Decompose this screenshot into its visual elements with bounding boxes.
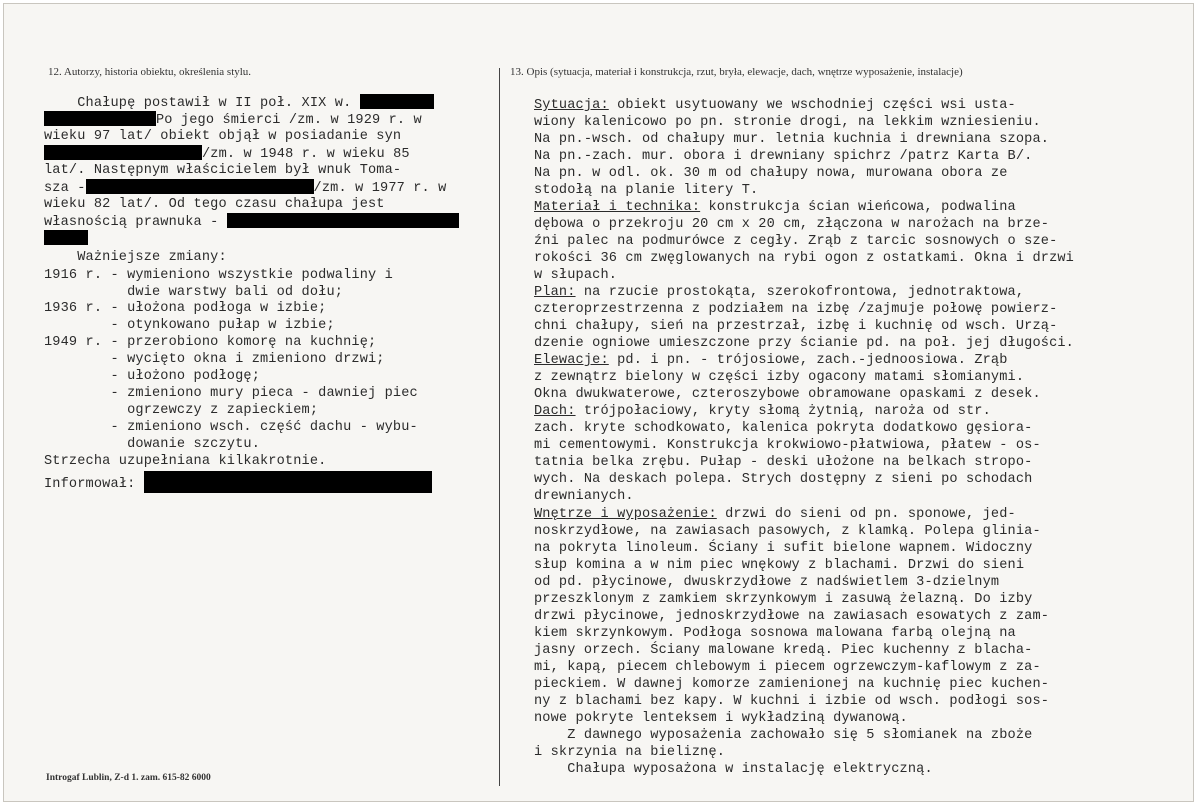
description-line: jasny orzech. Ściany malowane kredą. Piec kuchenny z blacha- xyxy=(534,643,1033,658)
redaction-bar xyxy=(360,94,434,109)
description-line xyxy=(534,199,1016,216)
description-line: Chałupa wyposażona w instalację elektryczną. xyxy=(534,762,933,777)
change-line: Strzecha uzupełniana kilkakrotnie. xyxy=(44,454,327,469)
description-line xyxy=(534,506,1016,523)
description-line: wiony kalenicowo po pn. stronie drogi, na lekkim wzniesieniu. xyxy=(534,115,1041,130)
change-line: ogrzewczy z zapieckiem; xyxy=(44,403,319,418)
column-divider xyxy=(499,68,500,786)
history-line xyxy=(44,94,434,112)
changes-title: Ważniejsze zmiany: xyxy=(44,250,227,265)
description-text: trójpołaciowy, kryty słomą żytnią, naroża od str. xyxy=(575,404,991,419)
section-heading-wnetrze: Wnętrze i wyposażenie: xyxy=(534,507,717,522)
history-line xyxy=(44,213,459,231)
description-line xyxy=(534,403,991,420)
history-line: wieku 97 lat/ obiekt objął w posiadanie syn xyxy=(44,129,402,144)
description-line: czteroprzestrzenna z podziałem na izbę /zajmuje połowę powierz- xyxy=(534,302,1058,317)
description-line: wych. Na deskach polepa. Strych dostępny z sieni po schodach xyxy=(534,472,1033,487)
description-line xyxy=(534,97,1016,114)
description-line: z zewnątrz bielony w części izby ogacony matami słomianymi. xyxy=(534,370,1025,385)
left-section-header: 12. Autorzy, historia obiektu, określenia stylu. xyxy=(48,66,252,78)
description-line: kiem skrzynkowym. Podłoga sosnowa malowana farbą olejną na xyxy=(534,626,1016,641)
change-line: dowanie szczytu. xyxy=(44,437,260,452)
description-line: tatnia belka zrębu. Pułap - deski ułożone na belkach stropo- xyxy=(534,455,1033,470)
description-line: Z dawnego wyposażenia zachowało się 5 słomianek na zboże xyxy=(534,728,1033,743)
change-line: - wycięto okna i zmieniono drzwi; xyxy=(44,352,385,367)
description-line: na pokryta linoleum. Ściany i sufit bielone wapnem. Widoczny xyxy=(534,541,1033,556)
informant-line xyxy=(44,471,432,493)
change-line: 1936 r. - ułożona podłoga w izbie; xyxy=(44,301,327,316)
change-line: - zmieniono mury pieca - dawniej piec xyxy=(44,386,418,401)
printer-footer: Introgaf Lublin, Z-d 1. zam. 615-82 6000 xyxy=(46,773,211,783)
description-line: drewnianych. xyxy=(534,489,634,504)
history-line xyxy=(44,111,422,129)
description-line: noskrzydłowe, na zawiasach pasowych, z klamką. Polepa glinia- xyxy=(534,524,1041,539)
description-line: mi, kapą, piecem chlebowym i piecem ogrzewczym-kaflowym z za- xyxy=(534,660,1041,675)
section-heading-plan: Plan: xyxy=(534,285,576,300)
change-line: - otynkowano pułap w izbie; xyxy=(44,318,335,333)
description-line: Na pn. w odl. ok. 30 m od chałupy nowa, murowana obora ze xyxy=(534,166,1008,181)
description-line: rokości 36 cm zwęglowanych na rybi ogon z ostatkami. Okna i drzwi xyxy=(534,251,1074,266)
section-heading-material: Materiał i technika: xyxy=(534,200,701,215)
change-line: - ułożono podłogę; xyxy=(44,369,260,384)
change-line: 1916 r. - wymieniono wszystkie podwaliny i xyxy=(44,268,393,283)
history-line xyxy=(44,179,446,197)
description-text: obiekt usytuowany we wschodniej części wsi usta- xyxy=(608,98,1016,113)
change-line: - zmieniono wsch. część dachu - wybu- xyxy=(44,420,418,435)
description-line: mi cementowymi. Konstrukcja krokwiowo-płatwiowa, płatew - os- xyxy=(534,438,1041,453)
redaction-bar xyxy=(44,145,202,160)
informant-label: Informował: xyxy=(44,477,136,492)
description-line: stodołą na planie litery T. xyxy=(534,183,759,198)
description-line: chni chałupy, sień na przestrzał, izbę i kuchnię od wsch. Urzą- xyxy=(534,319,1058,334)
redaction-bar xyxy=(44,230,88,245)
description-line: Na pn.-zach. mur. obora i drewniany spichrz /patrz Karta B/. xyxy=(534,149,1033,164)
description-line: od pd. płycinowe, dwuskrzydłowe z nadświetlem 3-dzielnym xyxy=(534,575,1000,590)
history-text: Po jego śmierci /zm. w 1929 r. w xyxy=(156,113,422,128)
description-text: na rzucie prostokąta, szerokofrontowa, jednotraktowa, xyxy=(575,285,1025,300)
description-line: nowe pokryte lenteksem i wykładziną dywanową. xyxy=(534,711,908,726)
history-text: /zm. w 1948 r. w wieku 85 xyxy=(202,147,410,162)
history-line: wieku 82 lat/. Od tego czasu chałupa jest xyxy=(44,197,385,212)
description-line: dębowa o przekroju 20 cm x 20 cm, złączona w narożach na brze- xyxy=(534,217,1050,232)
description-line: w słupach. xyxy=(534,268,618,283)
history-line xyxy=(44,230,88,248)
description-line: i skrzynia na bieliznę. xyxy=(534,745,726,760)
redaction-bar xyxy=(44,111,156,126)
description-line: źni palec na podmurówce z cegły. Zrąb z tarcic sosnowych o sze- xyxy=(534,234,1058,249)
description-line: przeszklonym z zamkiem skrzynkowym i zasuwą żelazną. Do izby xyxy=(534,592,1033,607)
description-line: pieckiem. W dawnej komorze zamienionej na kuchnię piec kuchen- xyxy=(534,677,1050,692)
history-text: /zm. w 1977 r. w xyxy=(313,181,447,196)
description-line: drzwi płycinowe, jednoskrzydłowe na zawiasach esowatych z zam- xyxy=(534,609,1050,624)
redaction-bar xyxy=(86,179,314,194)
section-heading-sytuacja: Sytuacja: xyxy=(534,98,609,113)
description-text: konstrukcja ścian wieńcowa, podwalina xyxy=(700,200,1016,215)
history-line xyxy=(44,145,410,163)
section-heading-elewacje: Elewacje: xyxy=(534,353,609,368)
description-line: Na pn.-wsch. od chałupy mur. letnia kuchnia i drewniana szopa. xyxy=(534,132,1050,147)
history-text: własnością prawnuka - xyxy=(44,215,219,230)
history-text: Chałupę postawił w II poł. XIX w. xyxy=(44,96,352,111)
description-line xyxy=(534,284,1024,301)
history-line: lat/. Następnym właścicielem był wnuk Toma- xyxy=(44,163,402,178)
redaction-bar xyxy=(144,471,432,493)
description-line: ny z blachami bez kapy. W kuchni i izbie od wsch. podłogi sos- xyxy=(534,694,1050,709)
description-text: pd. i pn. - trójosiowe, zach.-jednoosiowa. Zrąb xyxy=(608,353,1008,368)
section-heading-dach: Dach: xyxy=(534,404,576,419)
description-line: Okna dwukwaterowe, czteroszybowe obramowane opaskami z desek. xyxy=(534,387,1041,402)
change-line: 1949 r. - przerobiono komorę na kuchnię; xyxy=(44,335,377,350)
change-line: dwie warstwy bali od dołu; xyxy=(44,285,344,300)
description-text: drzwi do sieni od pn. sponowe, jed- xyxy=(716,507,1016,522)
redaction-bar xyxy=(227,213,459,228)
history-text: sza - xyxy=(44,181,86,196)
description-line: słup komina a w nim piec wnękowy z blachami. Drzwi do sieni xyxy=(534,558,1025,573)
right-section-header: 13. Opis (sytuacja, materiał i konstrukcja, rzut, bryła, elewacje, dach, wnętrze wyposażenie, instalacje) xyxy=(510,66,963,78)
description-line: zach. kryte schodkowato, kalenica pokryta dodatkowo gęsiora- xyxy=(534,421,1033,436)
description-line: dzenie ogniowe umieszczone przy ścianie pd. na poł. jej długości. xyxy=(534,336,1074,351)
description-line xyxy=(534,352,1008,369)
